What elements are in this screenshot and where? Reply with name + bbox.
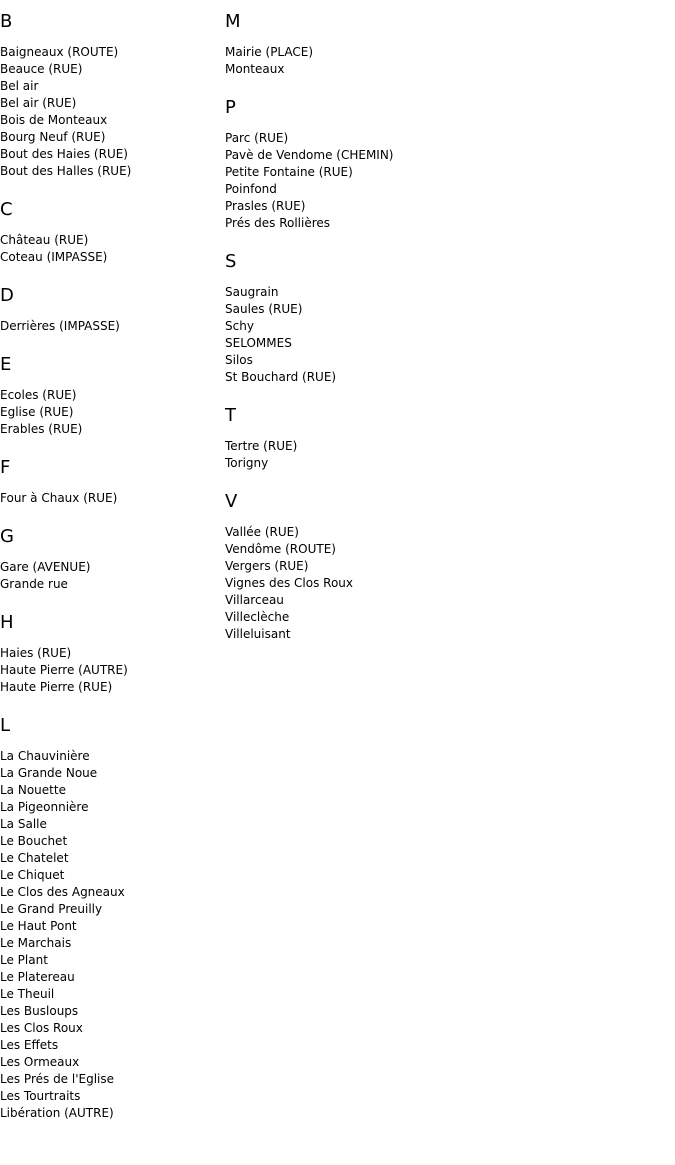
street-link[interactable]: La Pigeonnière — [0, 800, 89, 814]
letter-heading: S — [225, 251, 237, 272]
street-list — [225, 44, 665, 78]
street-link[interactable]: Ecoles (RUE) — [0, 388, 77, 402]
street-link[interactable]: Tertre (RUE) — [225, 439, 298, 453]
street-link[interactable]: SELOMMES — [225, 336, 292, 350]
street-link[interactable]: Poinfond — [225, 182, 277, 196]
street-list — [0, 232, 225, 266]
street-link[interactable]: La Chauvinière — [0, 749, 90, 763]
street-index-right-column — [225, 0, 665, 663]
letter-group — [0, 200, 225, 266]
street-link[interactable]: Petite Fontaine (RUE) — [225, 165, 353, 179]
street-list — [225, 130, 665, 232]
letter-heading: H — [0, 612, 14, 633]
letter-group — [225, 12, 665, 78]
street-link[interactable]: Prasles (RUE) — [225, 199, 306, 213]
street-link[interactable]: Les Ormeaux — [0, 1055, 80, 1069]
letter-heading: P — [225, 97, 236, 118]
street-link[interactable]: Monteaux — [225, 62, 285, 76]
letter-group — [0, 458, 225, 507]
street-list — [0, 559, 225, 593]
street-link[interactable]: Les Tourtraits — [0, 1089, 81, 1103]
street-link[interactable]: Bel air — [0, 79, 39, 93]
street-link[interactable]: Four à Chaux (RUE) — [0, 491, 118, 505]
street-link[interactable]: Eglise (RUE) — [0, 405, 74, 419]
street-link[interactable]: Le Chiquet — [0, 868, 65, 882]
letter-heading: V — [225, 491, 238, 512]
street-link[interactable]: Saules (RUE) — [225, 302, 303, 316]
street-link[interactable]: Schy — [225, 319, 254, 333]
street-list — [0, 318, 225, 335]
letter-group — [0, 613, 225, 696]
street-link[interactable]: Gare (AVENUE) — [0, 560, 91, 574]
letter-heading: L — [0, 715, 11, 736]
street-link[interactable]: Beauce (RUE) — [0, 62, 83, 76]
street-link[interactable]: Bout des Halles (RUE) — [0, 164, 132, 178]
street-link[interactable]: Villarceau — [225, 593, 284, 607]
street-link[interactable]: Mairie (PLACE) — [225, 45, 314, 59]
street-list — [225, 284, 665, 386]
street-link[interactable]: Le Haut Pont — [0, 919, 77, 933]
street-link[interactable]: Pavè de Vendome (CHEMIN) — [225, 148, 394, 162]
letter-group — [225, 98, 665, 232]
street-link[interactable]: Le Chatelet — [0, 851, 69, 865]
street-link[interactable]: Le Platereau — [0, 970, 75, 984]
street-link[interactable]: Les Busloups — [0, 1004, 79, 1018]
street-link[interactable]: Vignes des Clos Roux — [225, 576, 353, 590]
street-link[interactable]: La Grande Noue — [0, 766, 98, 780]
street-link[interactable]: Torigny — [225, 456, 269, 470]
letter-heading: G — [0, 526, 14, 547]
street-link[interactable]: Le Theuil — [0, 987, 55, 1001]
letter-group — [225, 492, 665, 643]
street-list — [225, 438, 665, 472]
letter-group — [0, 355, 225, 438]
street-list — [0, 387, 225, 438]
street-link[interactable]: Parc (RUE) — [225, 131, 289, 145]
street-link[interactable]: Les Clos Roux — [0, 1021, 83, 1035]
street-link[interactable]: Coteau (IMPASSE) — [0, 250, 108, 264]
street-link[interactable]: Grande rue — [0, 577, 68, 591]
street-link[interactable]: Villeclèche — [225, 610, 290, 624]
letter-heading: T — [225, 405, 236, 426]
letter-heading: C — [0, 199, 13, 220]
letter-group — [225, 406, 665, 472]
street-link[interactable]: Haute Pierre (AUTRE) — [0, 663, 128, 677]
street-list — [0, 748, 225, 1122]
letter-group — [225, 252, 665, 386]
street-link[interactable]: La Salle — [0, 817, 47, 831]
street-link[interactable]: Vergers (RUE) — [225, 559, 309, 573]
street-link[interactable]: Le Bouchet — [0, 834, 68, 848]
letter-group — [0, 716, 225, 1122]
street-link[interactable]: Le Clos des Agneaux — [0, 885, 125, 899]
street-link[interactable]: Haute Pierre (RUE) — [0, 680, 113, 694]
street-link[interactable]: Château (RUE) — [0, 233, 89, 247]
letter-group — [0, 12, 225, 180]
street-link[interactable]: Le Grand Preuilly — [0, 902, 103, 916]
street-list — [0, 490, 225, 507]
street-link[interactable]: Derrières (IMPASSE) — [0, 319, 120, 333]
street-link[interactable]: Erables (RUE) — [0, 422, 83, 436]
street-list — [225, 524, 665, 643]
street-link[interactable]: Baigneaux (ROUTE) — [0, 45, 119, 59]
street-link[interactable]: Vallée (RUE) — [225, 525, 299, 539]
street-link[interactable]: Bourg Neuf (RUE) — [0, 130, 106, 144]
street-link[interactable]: Vendôme (ROUTE) — [225, 542, 336, 556]
letter-heading: F — [0, 457, 11, 478]
street-link[interactable]: Villeluisant — [225, 627, 291, 641]
street-link[interactable]: Libération (AUTRE) — [0, 1106, 114, 1120]
letter-heading: M — [225, 11, 241, 32]
street-link[interactable]: St Bouchard (RUE) — [225, 370, 337, 384]
letter-heading: B — [0, 11, 13, 32]
street-list — [0, 645, 225, 696]
street-list — [0, 44, 225, 180]
street-link[interactable]: Bois de Monteaux — [0, 113, 108, 127]
street-link[interactable]: Haies (RUE) — [0, 646, 72, 660]
letter-group — [0, 286, 225, 335]
street-index-left-column — [0, 0, 225, 1142]
street-link[interactable]: Le Marchais — [0, 936, 72, 950]
letter-heading: E — [0, 354, 12, 375]
street-link[interactable]: Les Effets — [0, 1038, 59, 1052]
street-link[interactable]: La Nouette — [0, 783, 66, 797]
street-link[interactable]: Saugrain — [225, 285, 279, 299]
street-link[interactable]: Les Prés de l'Eglise — [0, 1072, 115, 1086]
street-link[interactable]: Le Plant — [0, 953, 48, 967]
street-link[interactable]: Bout des Haies (RUE) — [0, 147, 128, 161]
street-link[interactable]: Prés des Rollières — [225, 216, 331, 230]
letter-group — [0, 527, 225, 593]
letter-heading: D — [0, 285, 14, 306]
street-link[interactable]: Silos — [225, 353, 253, 367]
street-link[interactable]: Bel air (RUE) — [0, 96, 77, 110]
